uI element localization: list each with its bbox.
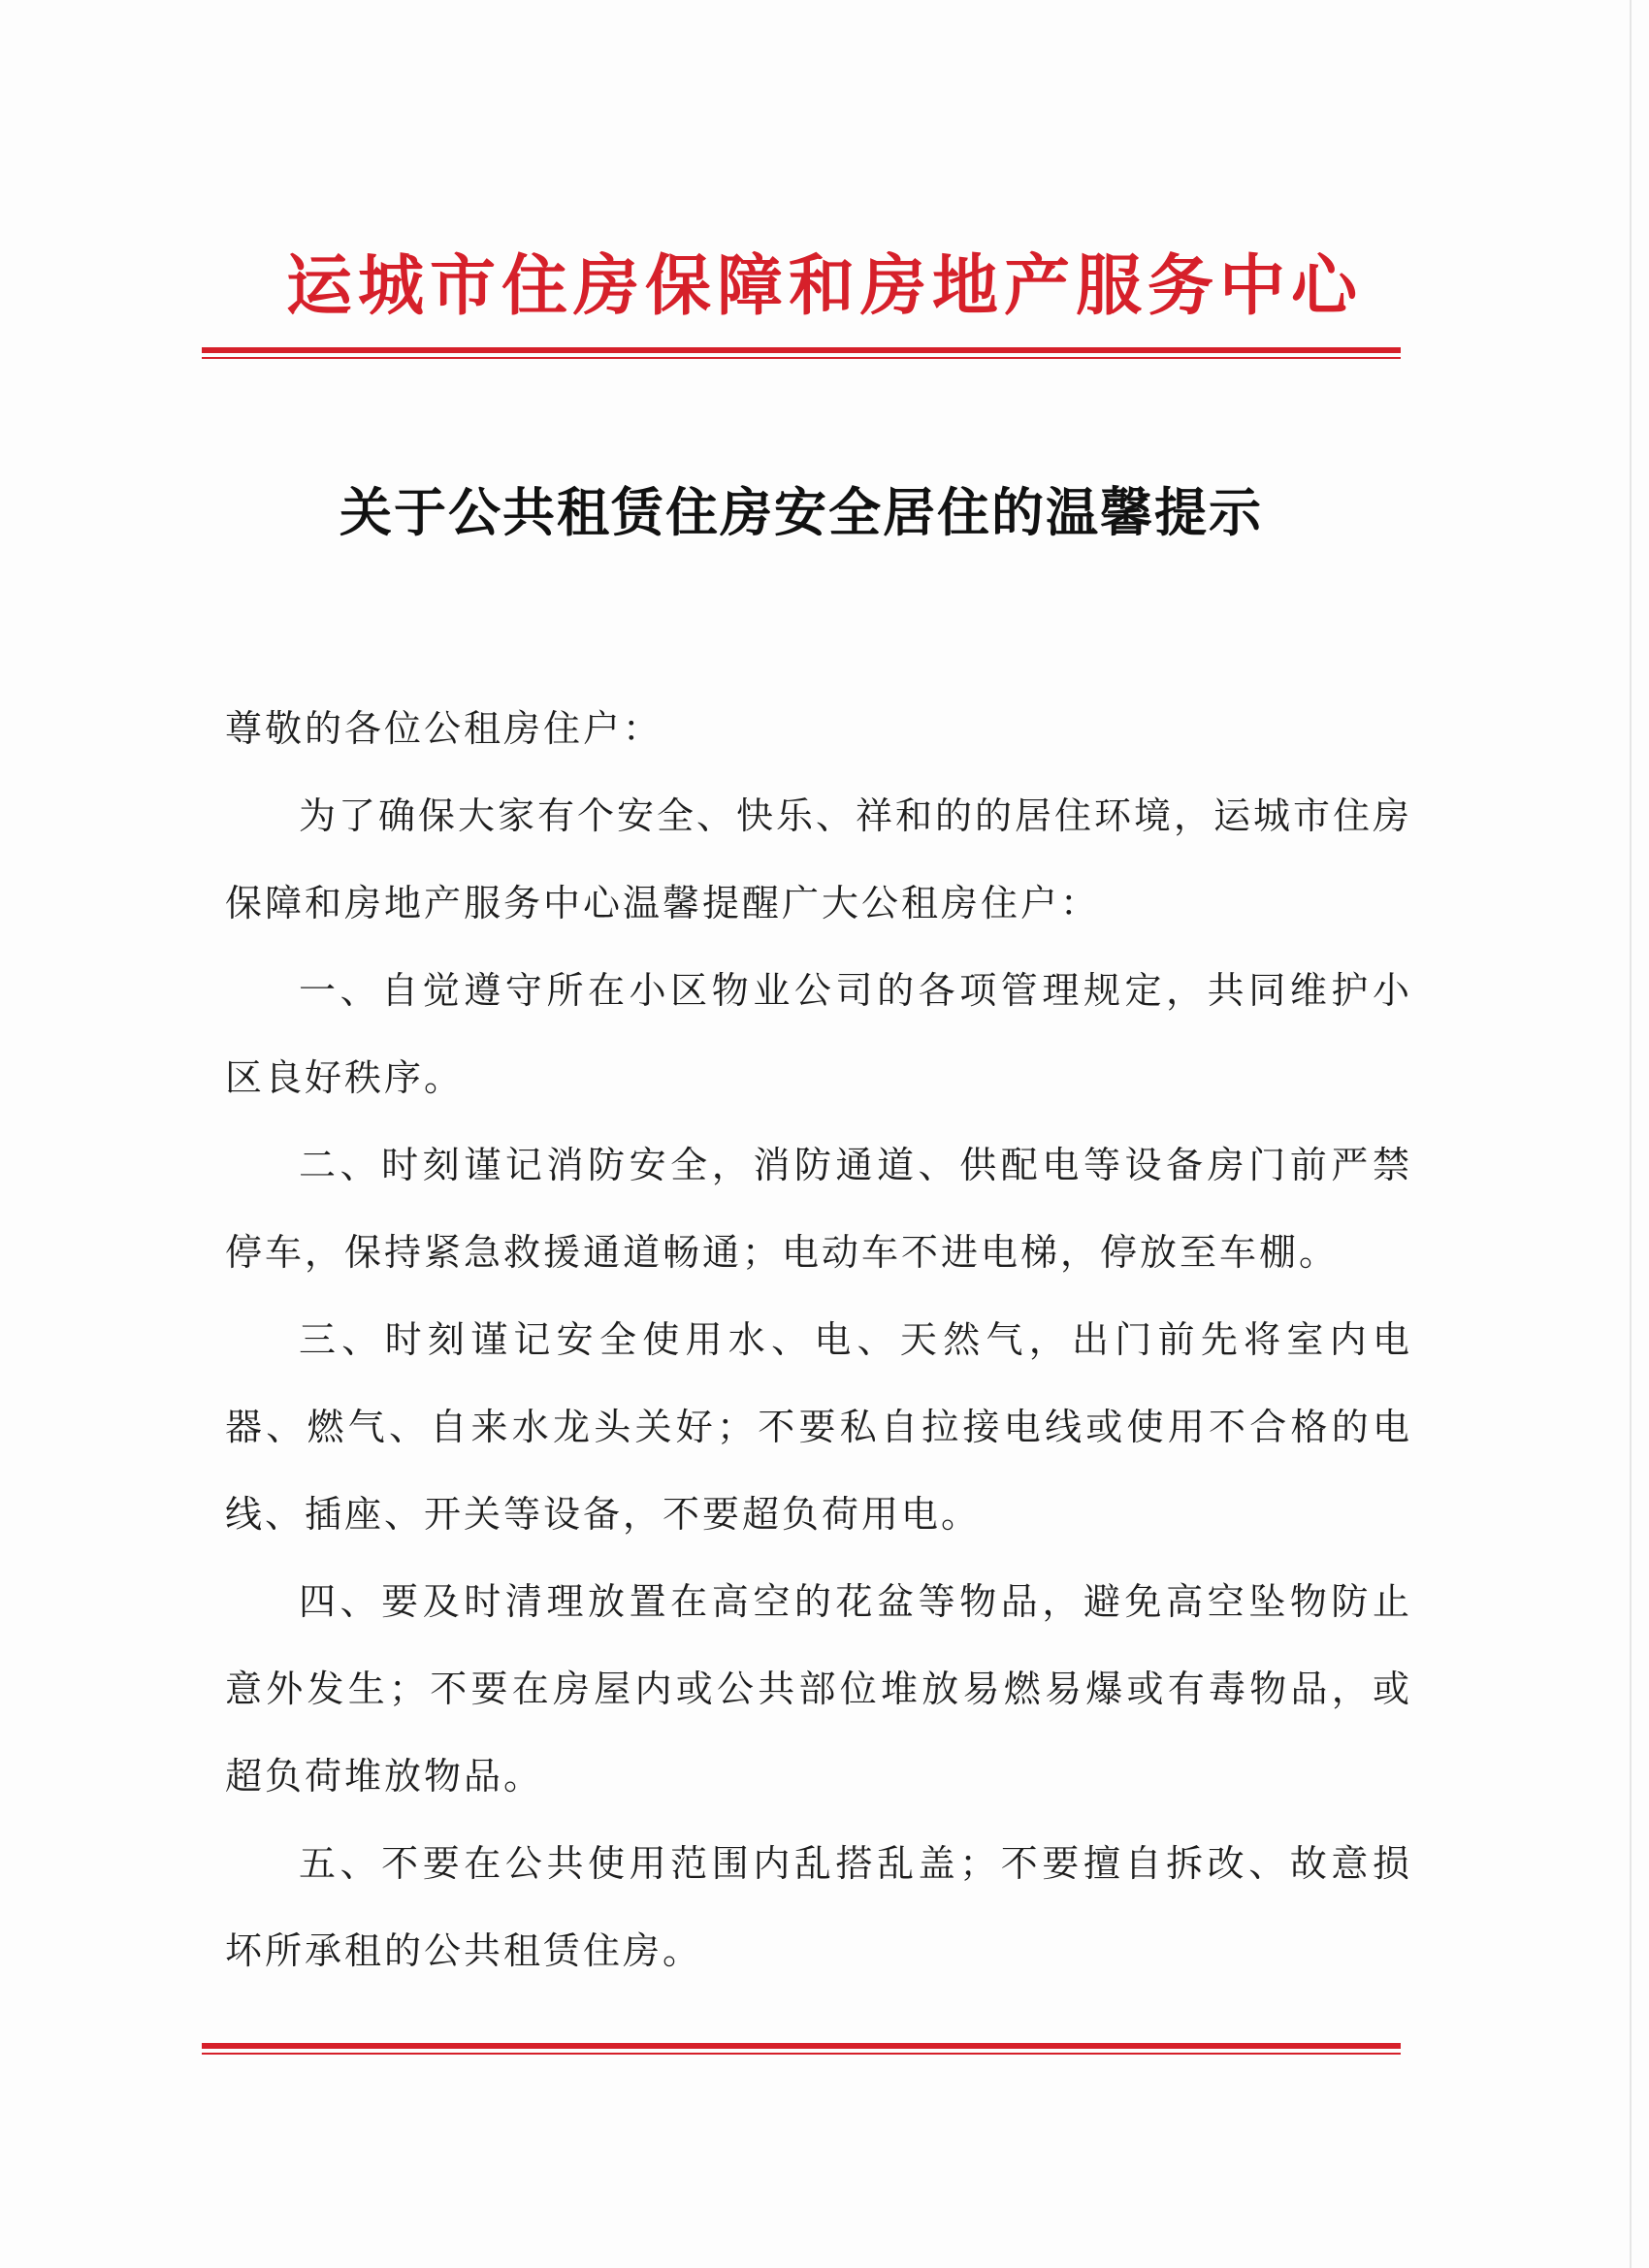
notice-item — [225, 1558, 1412, 1820]
divider-thin-line — [202, 357, 1401, 359]
masthead-divider — [202, 347, 1401, 359]
intro-paragraph: 为了确保大家有个安全、快乐、祥和的的居住环境，运城市住房保障和房地产服务中心温馨提醒广大公租房住户： — [225, 794, 1413, 924]
masthead-title: 运城市住房保障和房地产服务中心 — [285, 247, 1363, 325]
item-number: 二、 — [299, 1144, 382, 1186]
page-edge — [1630, 0, 1632, 2268]
document-title: 关于公共租赁住房安全居住的温馨提示 — [340, 481, 1263, 543]
footer-divider — [202, 2043, 1401, 2055]
notice-item — [225, 1121, 1412, 1296]
item-text: 要及时清理放置在高空的花盆等物品，避免高空坠物防止意外发生；不要在房屋内或公共部位堆放易燃易爆或有毒物品，或超负荷堆放物品。 — [225, 1580, 1412, 1798]
document-body — [225, 685, 1412, 1994]
item-text: 时刻谨记安全使用水、电、天然气，出门前先将室内电器、燃气、自来水龙头关好；不要私自拉接电线或使用不合格的电线、插座、开关等设备，不要超负荷用电。 — [225, 1318, 1412, 1536]
item-text: 不要在公共使用范围内乱搭乱盖；不要擅自拆改、故意损坏所承租的公共租赁住房。 — [225, 1842, 1412, 1972]
salutation: 尊敬的各位公租房住户： — [225, 707, 663, 750]
item-number: 四、 — [299, 1580, 382, 1623]
item-text: 时刻谨记消防安全，消防通道、供配电等设备房门前严禁停车，保持紧急救援通道畅通；电动车不进电梯，停放至车棚。 — [225, 1144, 1412, 1274]
item-text: 自觉遵守所在小区物业公司的各项管理规定，共同维护小区良好秩序。 — [225, 969, 1412, 1099]
notice-item — [225, 1820, 1412, 1994]
item-number: 一、 — [299, 969, 382, 1012]
item-number: 三、 — [299, 1318, 385, 1361]
notice-item — [225, 947, 1412, 1121]
notice-item — [225, 1296, 1412, 1558]
divider-thin-line — [202, 2053, 1401, 2055]
item-number: 五、 — [299, 1842, 382, 1885]
